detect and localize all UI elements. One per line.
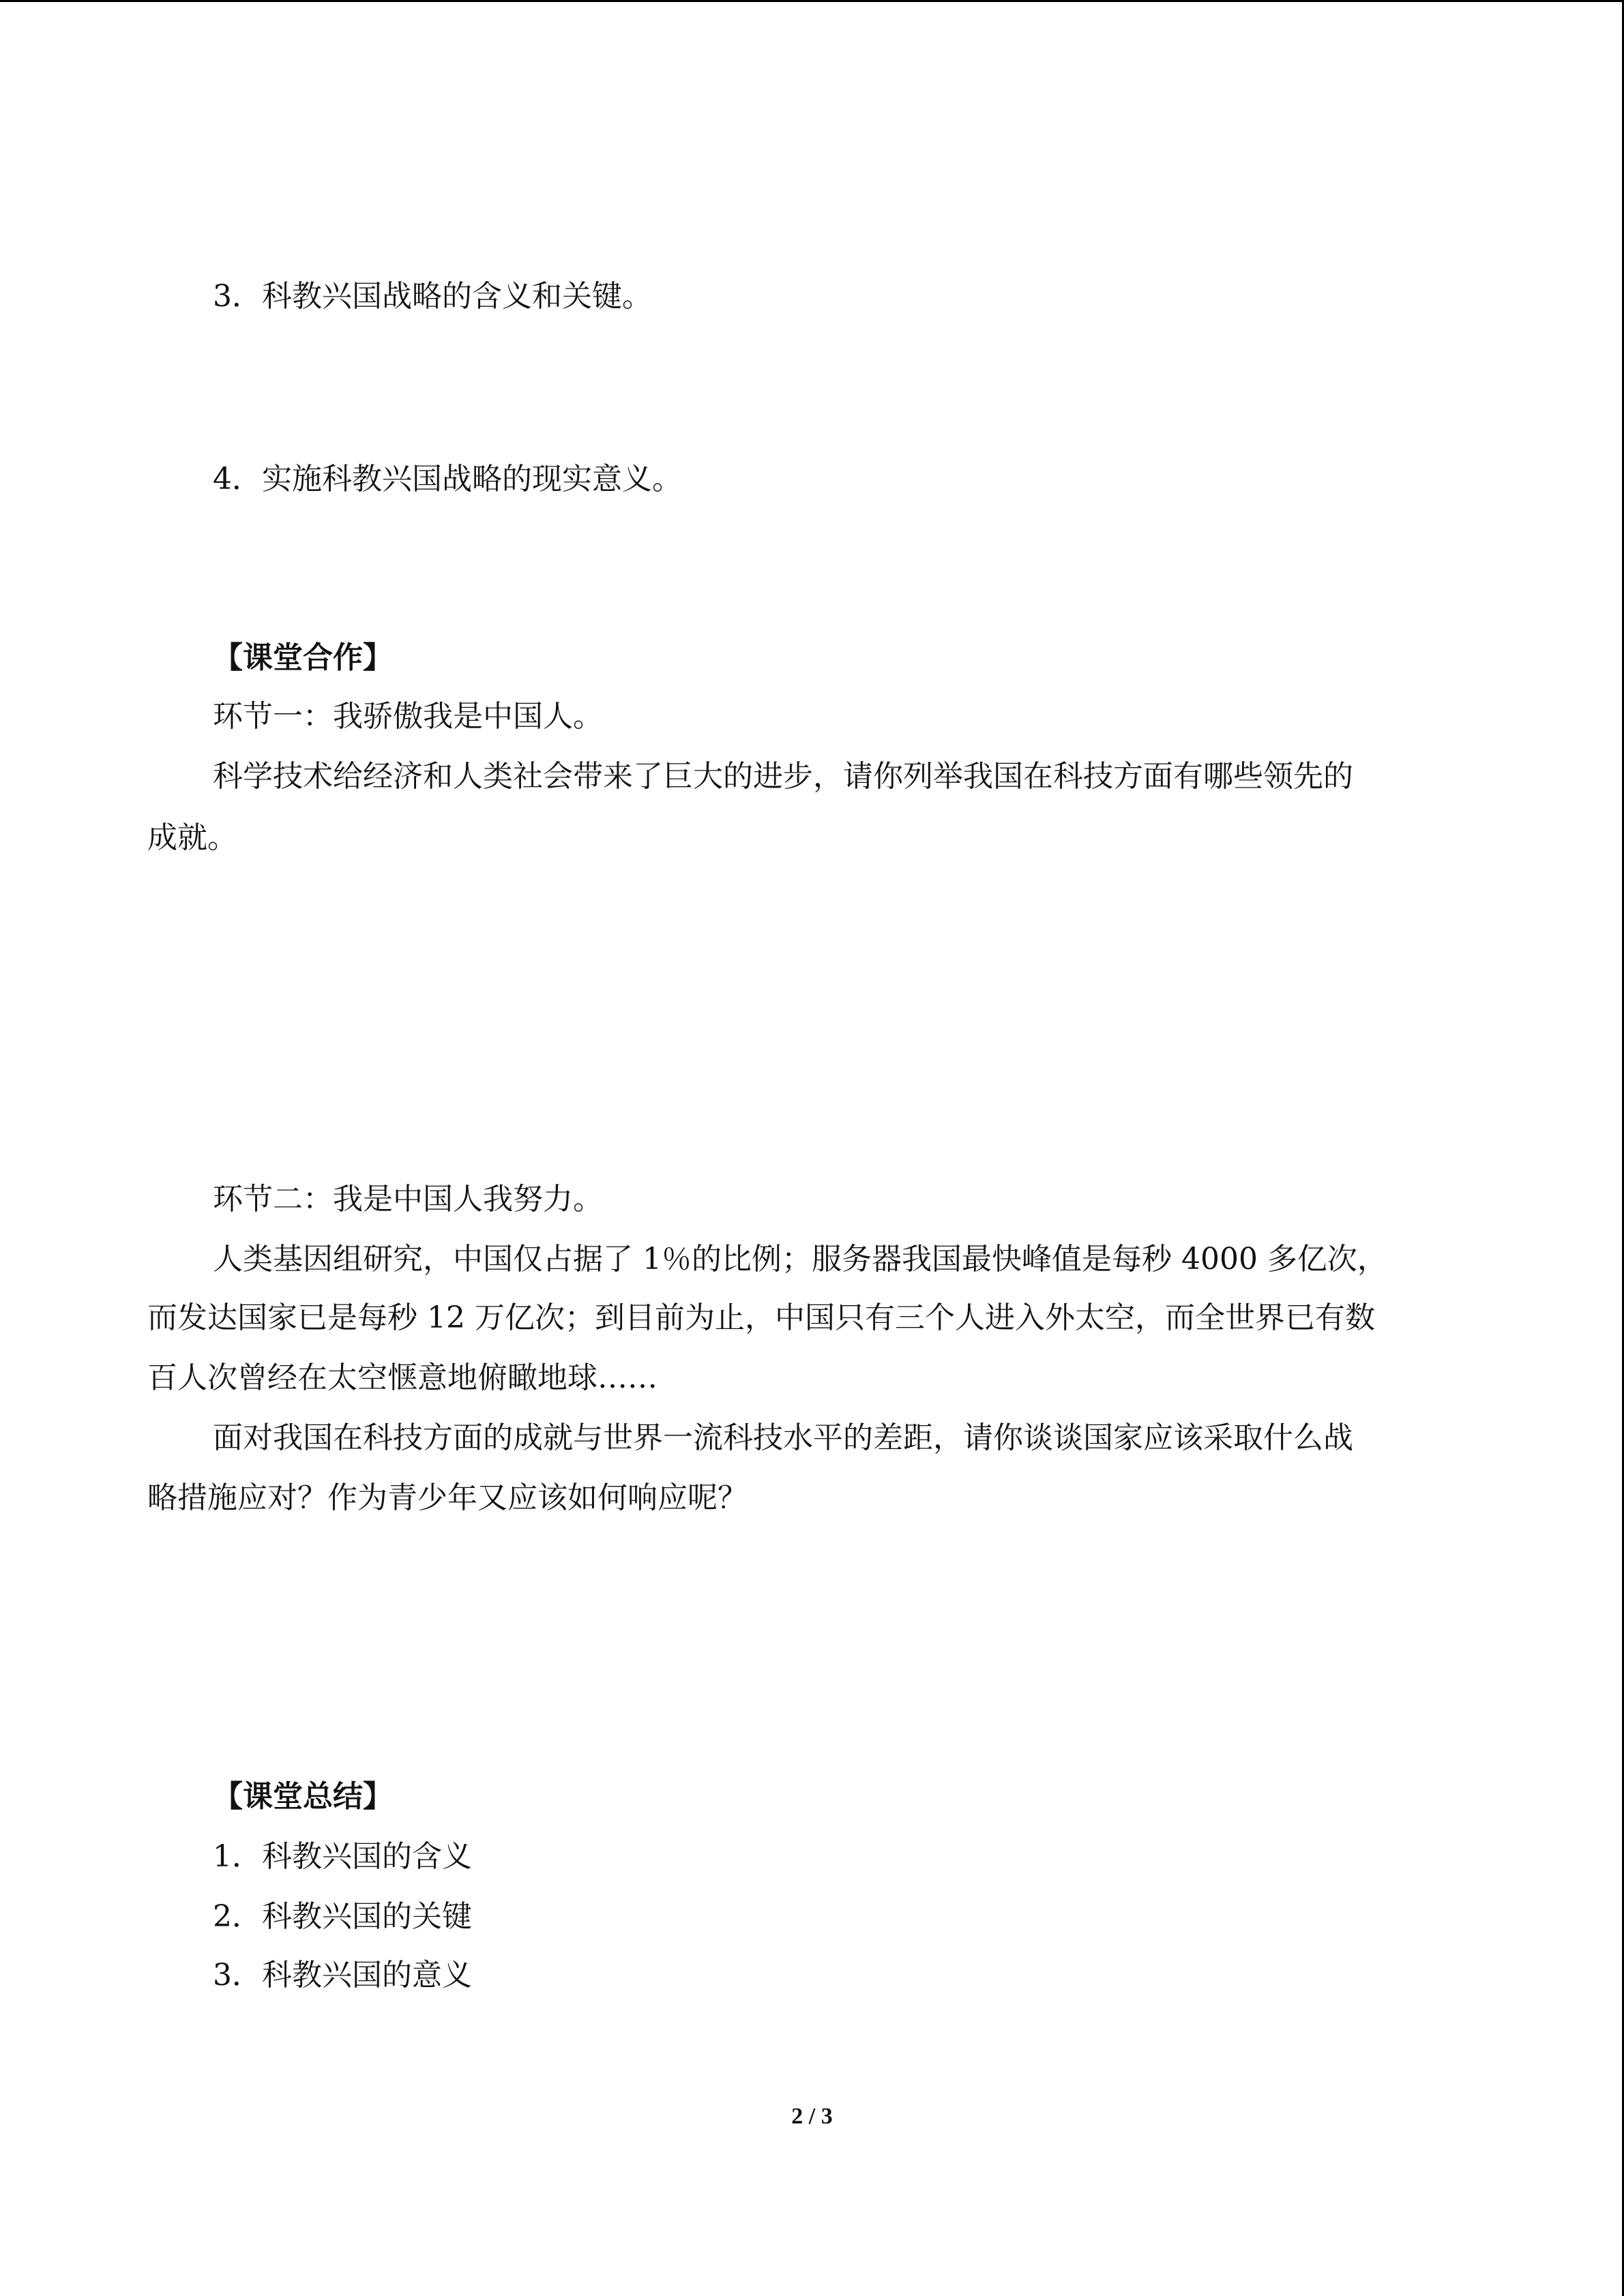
summary-item-1: 1．科教兴国的含义 bbox=[213, 1839, 472, 1874]
cooperation-heading: 【课堂合作】 bbox=[213, 640, 393, 675]
part1-prompt-line1: 科学技术给经济和人类社会带来了巨大的进步，请你列举我国在科技方面有哪些领先的 bbox=[213, 759, 1353, 794]
summary-heading: 【课堂总结】 bbox=[213, 1779, 393, 1814]
question-4: 4．实施科教兴国战略的现实意义。 bbox=[213, 462, 682, 496]
part2-material-line3: 百人次曾经在太空惬意地俯瞰地球…… bbox=[147, 1360, 658, 1395]
part1-title: 环节一：我骄傲我是中国人。 bbox=[213, 699, 603, 734]
part2-question-line1: 面对我国在科技方面的成就与世界一流科技水平的差距，请你谈谈国家应该采取什么战 bbox=[213, 1420, 1353, 1455]
part2-title: 环节二：我是中国人我努力。 bbox=[213, 1182, 603, 1217]
part2-question-line2: 略措施应对？作为青少年又应该如何响应呢？ bbox=[147, 1480, 748, 1515]
summary-item-3: 3．科教兴国的意义 bbox=[213, 1958, 472, 1993]
question-3: 3．科教兴国战略的含义和关键。 bbox=[213, 279, 652, 314]
part2-material-line2: 而发达国家已是每秒 12 万亿次；到目前为止，中国只有三个人进入外太空，而全世界已有数 bbox=[147, 1300, 1375, 1335]
summary-item-2: 2．科教兴国的关键 bbox=[213, 1899, 472, 1934]
page-number: 2 / 3 bbox=[791, 2104, 833, 2129]
part1-prompt-line2: 成就。 bbox=[147, 820, 237, 855]
part2-material-line1: 人类基因组研究，中国仅占据了 1％的比例；服务器我国最快峰值是每秒 4000 多亿次， bbox=[213, 1242, 1387, 1277]
